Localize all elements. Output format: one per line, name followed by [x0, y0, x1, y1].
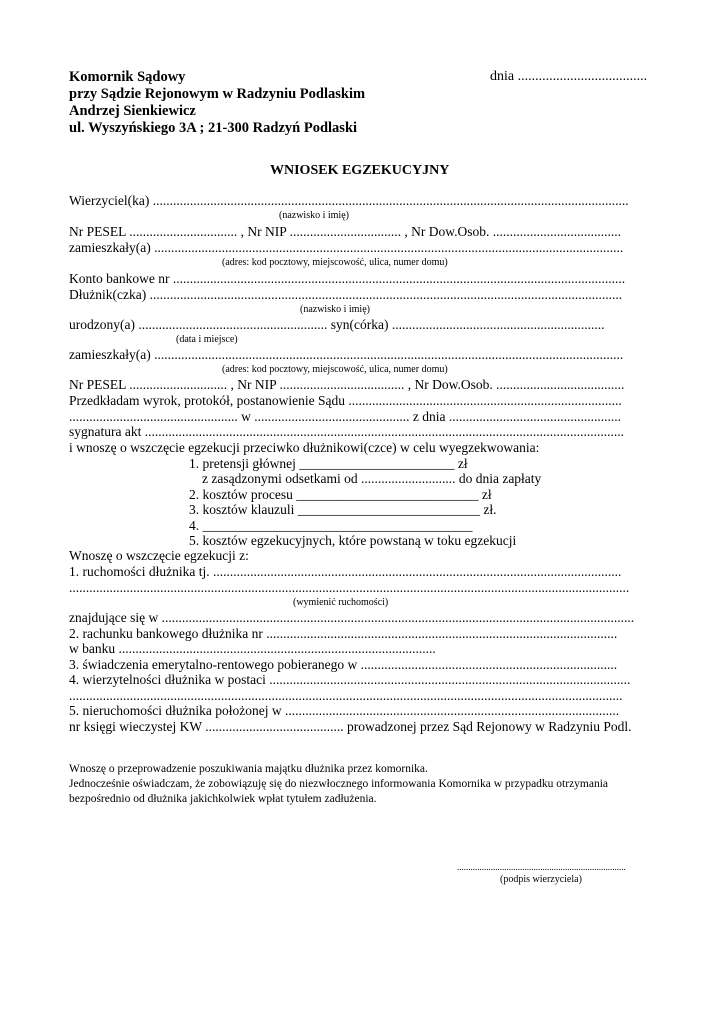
creditor-ids-field[interactable]: Nr PESEL ................................ , Nr NIP ................................. , Nr Dow.Osob. ...................................... [69, 224, 621, 239]
movables-location-field[interactable]: znajdujące się w ............................................................................................................................................ [69, 610, 635, 625]
bank-account-field[interactable]: 2. rachunku bankowego dłużnika nr ........................................................................................................ [69, 626, 618, 641]
judgment-court-field[interactable]: Przedkładam wyrok, protokół, postanowienie Sądu ................................................................................. [69, 393, 622, 408]
debtor-birth-hint: (data i miejsce) [176, 334, 238, 345]
bailiff-title: Komornik Sądowy [69, 69, 186, 85]
date-field[interactable]: dnia ..................................... [490, 69, 648, 84]
debtor-name-field[interactable]: Dłużnik(czka) ............................................................................................................................................ [69, 287, 623, 302]
debtor-ids-field[interactable]: Nr PESEL ............................. , Nr NIP ..................................... , Nr Dow.Osob. ...................................... [69, 377, 625, 392]
declaration-line-2: bezpośrednio od dłużnika jakichkolwiek wpłat tytułem zadłużenia. [69, 793, 377, 805]
bailiff-address: ul. Wyszyńskiego 3A ; 21-300 Radzyń Podlaski [69, 120, 358, 136]
movables-field[interactable]: 1. ruchomości dłużnika tj. ......................................................................................................................... [69, 564, 622, 579]
interest-field[interactable]: z zasądzonymi odsetkami od ............................ do dnia zapłaty [202, 471, 542, 486]
creditor-bank-field[interactable]: Konto bankowe nr ...................................................................................................................................... [69, 271, 626, 286]
enforcement-costs: 5. kosztów egzekucyjnych, które powstaną w toku egzekucji [189, 533, 517, 548]
creditor-address-hint: (adres: kod pocztowy, miejscowość, ulica, numer domu) [222, 257, 448, 268]
document-title: WNIOSEK EGZEKUCYJNY [270, 163, 450, 178]
bailiff-name: Andrzej Sienkiewicz [69, 103, 196, 119]
movables-hint: (wymienić ruchomości) [293, 597, 389, 608]
other-amount-field[interactable]: 4. ________________________________________ [189, 518, 473, 533]
clause-costs-field[interactable]: 3. kosztów klauzuli ___________________________ zł. [189, 502, 497, 517]
claims-field[interactable]: 4. wierzytelności dłużnika w postaci ........................................................................................................... [69, 672, 631, 687]
debtor-name-hint: (nazwisko i imię) [300, 304, 370, 315]
enforcement-heading: Wnoszę o wszczęcie egzekucji z: [69, 548, 249, 563]
debtor-address-field[interactable]: zamieszkały(a) ........................................................................................................................................... [69, 347, 624, 362]
judgment-place-date-field[interactable]: .................................................. w .............................................. z dnia ................................................... [69, 409, 621, 424]
declaration-line-1: Jednocześnie oświadczam, że zobowiązuję się do niezwłocznego informowania Komornika w przypadku otrzymania [69, 778, 609, 790]
land-register-field[interactable]: nr księgi wieczystej KW ......................................... prowadzonej przez Sąd Rejonowy w Radzyniu Podl. [69, 719, 632, 734]
case-number-field[interactable]: sygnatura akt .............................................................................................................................................. [69, 424, 624, 439]
debtor-birth-field[interactable]: urodzony(a) ........................................................ syn(córka) ............................................................... [69, 317, 605, 332]
bailiff-court: przy Sądzie Rejonowym w Radzyniu Podlaskim [69, 86, 366, 102]
signature-hint: (podpis wierzyciela) [500, 874, 582, 885]
property-field[interactable]: 5. nieruchomości dłużnika położonej w ................................................................................................... [69, 703, 620, 718]
bank-name-field[interactable]: w banku .............................................................................................. [69, 641, 436, 656]
creditor-name-field[interactable]: Wierzyciel(ka) ............................................................................................................................................. [69, 193, 629, 208]
pension-field[interactable]: 3. świadczenia emerytalno-rentowego pobieranego w ............................................................................ [69, 657, 618, 672]
asset-search-request: Wnoszę o przeprowadzenie poszukiwania majątku dłużnika przez komornika. [69, 763, 428, 775]
creditor-name-hint: (nazwisko i imię) [279, 210, 349, 221]
principal-claim-field[interactable]: 1. pretensji głównej _______________________ zł [189, 456, 468, 471]
enforcement-request: i wnoszę o wszczęcie egzekucji przeciwko dłużnikowi(czce) w celu wyegzekwowania: [69, 440, 540, 455]
claims-continuation-field[interactable]: .................................................................................................................................................................... [69, 688, 623, 703]
movables-continuation-field[interactable]: ...................................................................................................................................................................... [69, 580, 630, 595]
court-costs-field[interactable]: 2. kosztów procesu ___________________________ zł [189, 487, 492, 502]
debtor-address-hint: (adres: kod pocztowy, miejscowość, ulica, numer domu) [222, 364, 448, 375]
signature-line[interactable]: ........................................................................... [457, 862, 626, 872]
creditor-address-field[interactable]: zamieszkały(a) ........................................................................................................................................... [69, 240, 624, 255]
